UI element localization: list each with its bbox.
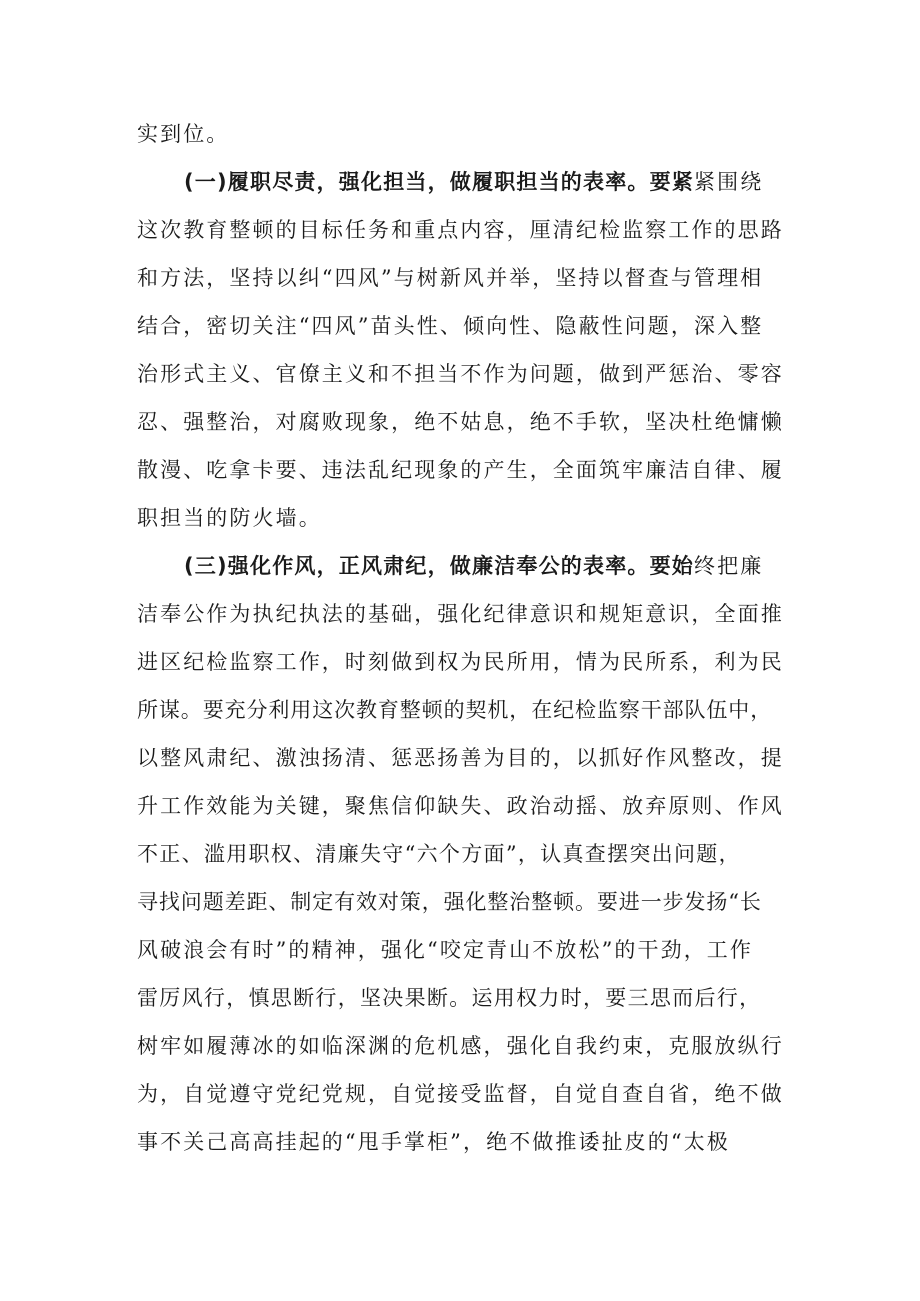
section-heading: (三)强化作风，正风肃纪，做廉洁奉公的表率。要始 xyxy=(184,554,694,578)
text-line: 结合，密切关注“四风”苗头性、倾向性、隐蔽性问题，深入整 xyxy=(137,314,764,338)
text-line: 进区纪检监察工作，时刻做到权为民所用，情为民所系，利为民 xyxy=(137,650,784,674)
section-heading: (一)履职尽责，强化担当，做履职担当的表率。要紧 xyxy=(184,170,694,194)
text-line: 和方法，坚持以纠“四风”与树新风并举，坚持以督查与管理相 xyxy=(137,266,764,290)
text-line: 忍、强整治，对腐败现象，绝不姑息，绝不手软，坚决杜绝慵懒 xyxy=(137,410,784,434)
text-line: 所谋。要充分利用这次教育整顿的契机，在纪检监察干部队伍中， xyxy=(137,698,773,722)
text-line: 实到位。 xyxy=(137,122,230,146)
paragraph-text: 紧围绕 xyxy=(694,170,764,194)
text-line: 事不关己高高挂起的“甩手掌柜”，绝不做推诿扯皮的“太极 xyxy=(137,1130,730,1154)
text-line: 为，自觉遵守党纪党规，自觉接受监督，自觉自查自省，绝不做 xyxy=(137,1082,784,1106)
text-line: 寻找问题差距、制定有效对策，强化整治整顿。要进一步发扬“长 xyxy=(137,890,762,914)
section-heading-line xyxy=(184,542,798,590)
text-line: 洁奉公作为执纪执法的基础，强化纪律意识和规矩意识，全面推 xyxy=(137,602,784,626)
text-line: 以整风肃纪、激浊扬清、惩恶扬善为目的，以抓好作风整改，提 xyxy=(137,746,784,770)
paragraph-text: 终把廉 xyxy=(694,554,764,578)
text-line: 散漫、吃拿卡要、违法乱纪现象的产生，全面筑牢廉洁自律、履 xyxy=(137,458,784,482)
text-line: 这次教育整顿的目标任务和重点内容，厘清纪检监察工作的思路 xyxy=(137,218,784,242)
text-line: 雷厉风行，慎思断行，坚决果断。运用权力时，要三思而后行， xyxy=(137,986,762,1010)
text-line: 治形式主义、官僚主义和不担当不作为问题，做到严惩治、零容 xyxy=(137,362,784,386)
text-line: 升工作效能为关键，聚焦信仰缺失、政治动摇、放弃原则、作风 xyxy=(137,794,784,818)
text-line: 风破浪会有时”的精神，强化“咬定青山不放松”的干劲，工作 xyxy=(137,938,754,962)
text-line: 不正、滥用职权、清廉失守“六个方面”，认真查摆突出问题， xyxy=(137,842,741,866)
section-heading-line xyxy=(184,158,798,206)
text-line: 职担当的防火墙。 xyxy=(137,506,322,530)
text-line: 树牢如履薄冰的如临深渊的危机感，强化自我约束，克服放纵行 xyxy=(137,1034,784,1058)
